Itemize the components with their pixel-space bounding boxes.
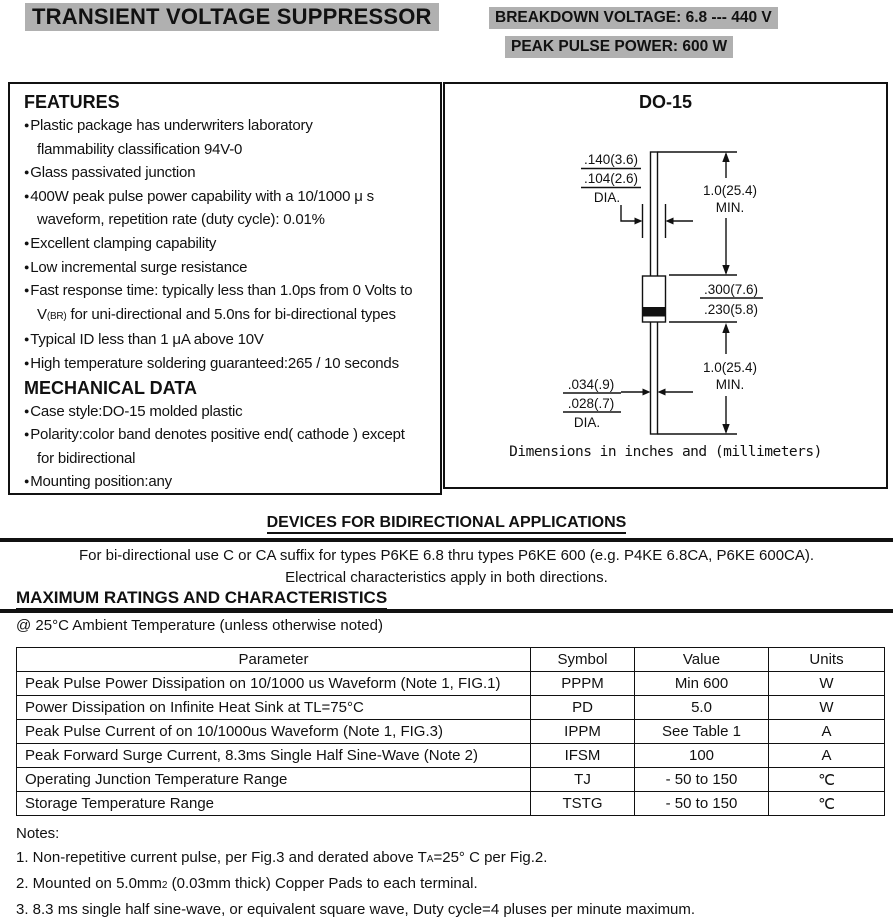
mechanical-item: ●Case style:DO-15 molded plastic	[24, 402, 243, 420]
feature-item: ●Excellent clamping capability	[24, 234, 217, 252]
feature-item: ●High temperature soldering guaranteed:265 / 10 seconds	[24, 354, 399, 372]
lead-dia-label-text: DIA.	[573, 415, 601, 430]
note-line: 1. Non-repetitive current pulse, per Fig.3 and derated above TA=25° C per Fig.2.	[16, 849, 548, 866]
note-line: 3. 8.3 ms single half sine-wave, or equivalent square wave, Duty cycle=4 pluses per minute maximum.	[16, 901, 696, 918]
bullet-icon: ●	[24, 285, 30, 296]
table-row: Peak Pulse Current of on 10/1000us Waveform (Note 1, FIG.3) IPPM See Table 1 A	[17, 720, 885, 744]
notes-section	[16, 822, 695, 922]
page-title: TRANSIENT VOLTAGE SUPPRESSOR	[25, 3, 439, 31]
section-divider	[0, 538, 893, 542]
feature-item: ●Fast response time: typically less than 1.0ps from 0 Volts to	[24, 282, 413, 300]
column-header-parameter: Parameter	[17, 648, 531, 672]
feature-item: ●400W peak pulse power capability with a 10/1000 μ s	[24, 187, 374, 205]
ambient-condition-text: @ 25°C Ambient Temperature (unless otherwise noted)	[16, 617, 383, 634]
bullet-icon: ●	[24, 261, 30, 272]
bullet-icon: ●	[24, 167, 30, 178]
peak-pulse-power-banner: PEAK PULSE POWER: 600 W	[505, 36, 733, 58]
section-divider	[0, 609, 893, 613]
body-dia-label-text: DIA.	[593, 190, 621, 205]
lead-top-min-text: MIN.	[715, 200, 745, 215]
feature-item: ●Plastic package has underwriters laboratory	[24, 117, 313, 134]
breakdown-voltage-banner: BREAKDOWN VOLTAGE: 6.8 --- 440 V	[489, 7, 778, 29]
feature-item-cont: flammability classification 94V-0	[37, 140, 243, 158]
features-box	[8, 82, 442, 495]
feature-item: ●Glass passivated junction	[24, 164, 196, 182]
package-name-label: DO-15	[638, 92, 692, 112]
lead-bot-len-text: 1.0(25.4)	[702, 360, 758, 375]
maximum-ratings-table	[16, 647, 885, 816]
cathode-band	[643, 307, 666, 317]
bullet-icon: ●	[24, 237, 30, 248]
mechanical-data-heading: MECHANICAL DATA	[24, 377, 197, 398]
bullet-icon: ●	[24, 357, 30, 368]
feature-item-cont: waveform, repetition rate (duty cycle): 0.01%	[37, 211, 325, 229]
notes-title: Notes:	[16, 825, 60, 842]
table-header-row	[17, 648, 885, 672]
bullet-icon: ●	[24, 120, 30, 130]
feature-item: ●Typical ID less than 1 μA above 10V	[24, 331, 264, 349]
column-header-symbol: Symbol	[531, 648, 635, 672]
lead-top-len-text: 1.0(25.4)	[702, 183, 758, 198]
bullet-icon: ●	[24, 334, 30, 345]
table-row: Peak Forward Surge Current, 8.3ms Single Half Sine-Wave (Note 2) IFSM 100 A	[17, 744, 885, 768]
mechanical-item: ●Mounting position:any	[24, 473, 172, 491]
table-row: Storage Temperature Range TSTG - 50 to 150 ℃	[17, 792, 885, 816]
body-dia-num-text: .140(3.6)	[583, 152, 639, 167]
lead-dia-num-text: .034(.9)	[567, 377, 615, 392]
feature-item-cont: V(BR) for uni-directional and 5.0ns for bi-directional types	[37, 305, 396, 323]
bullet-icon: ●	[24, 476, 30, 487]
column-header-units: Units	[769, 648, 885, 672]
dimensions-caption: Dimensions in inches and (millimeters)	[509, 444, 822, 460]
feature-item: ●Low incremental surge resistance	[24, 258, 248, 276]
bidirectional-text-line2: Electrical characteristics apply in both directions.	[285, 569, 608, 586]
body-dia-den-text: .104(2.6)	[583, 171, 639, 186]
lead-bot-min-text: MIN.	[715, 377, 745, 392]
package-outline-box	[443, 82, 888, 489]
body-len-den-text: .230(5.8)	[703, 302, 759, 317]
table-row: Peak Pulse Power Dissipation on 10/1000 us Waveform (Note 1, FIG.1) PPPM Min 600 W	[17, 672, 885, 696]
bidirectional-heading: DEVICES FOR BIDIRECTIONAL APPLICATIONS	[0, 514, 893, 532]
lead-dia-den-text: .028(.7)	[567, 396, 615, 411]
bidirectional-text-line1: For bi-directional use C or CA suffix for types P6KE 6.8 thru types P6KE 600 (e.g. P4KE 6.8CA, P6KE 600CA).	[78, 547, 815, 564]
table-row: Power Dissipation on Infinite Heat Sink at TL=75°C PD 5.0 W	[17, 696, 885, 720]
features-heading: FEATURES	[24, 92, 120, 112]
bullet-icon: ●	[24, 429, 30, 440]
column-header-value: Value	[635, 648, 769, 672]
bullet-icon: ●	[24, 405, 30, 416]
body-len-num-text: .300(7.6)	[703, 282, 759, 297]
ratings-heading: MAXIMUM RATINGS AND CHARACTERISTICS	[16, 588, 387, 608]
do-15-package-diagram	[445, 84, 886, 487]
table-row: Operating Junction Temperature Range TJ - 50 to 150 ℃	[17, 768, 885, 792]
bullet-icon: ●	[24, 190, 30, 201]
mechanical-item-cont: for bidirectional	[37, 449, 136, 467]
mechanical-item: ●Polarity:color band denotes positive end( cathode ) except	[24, 426, 405, 444]
note-line: 2. Mounted on 5.0mm2 (0.03mm thick) Copper Pads to each terminal.	[16, 875, 478, 892]
